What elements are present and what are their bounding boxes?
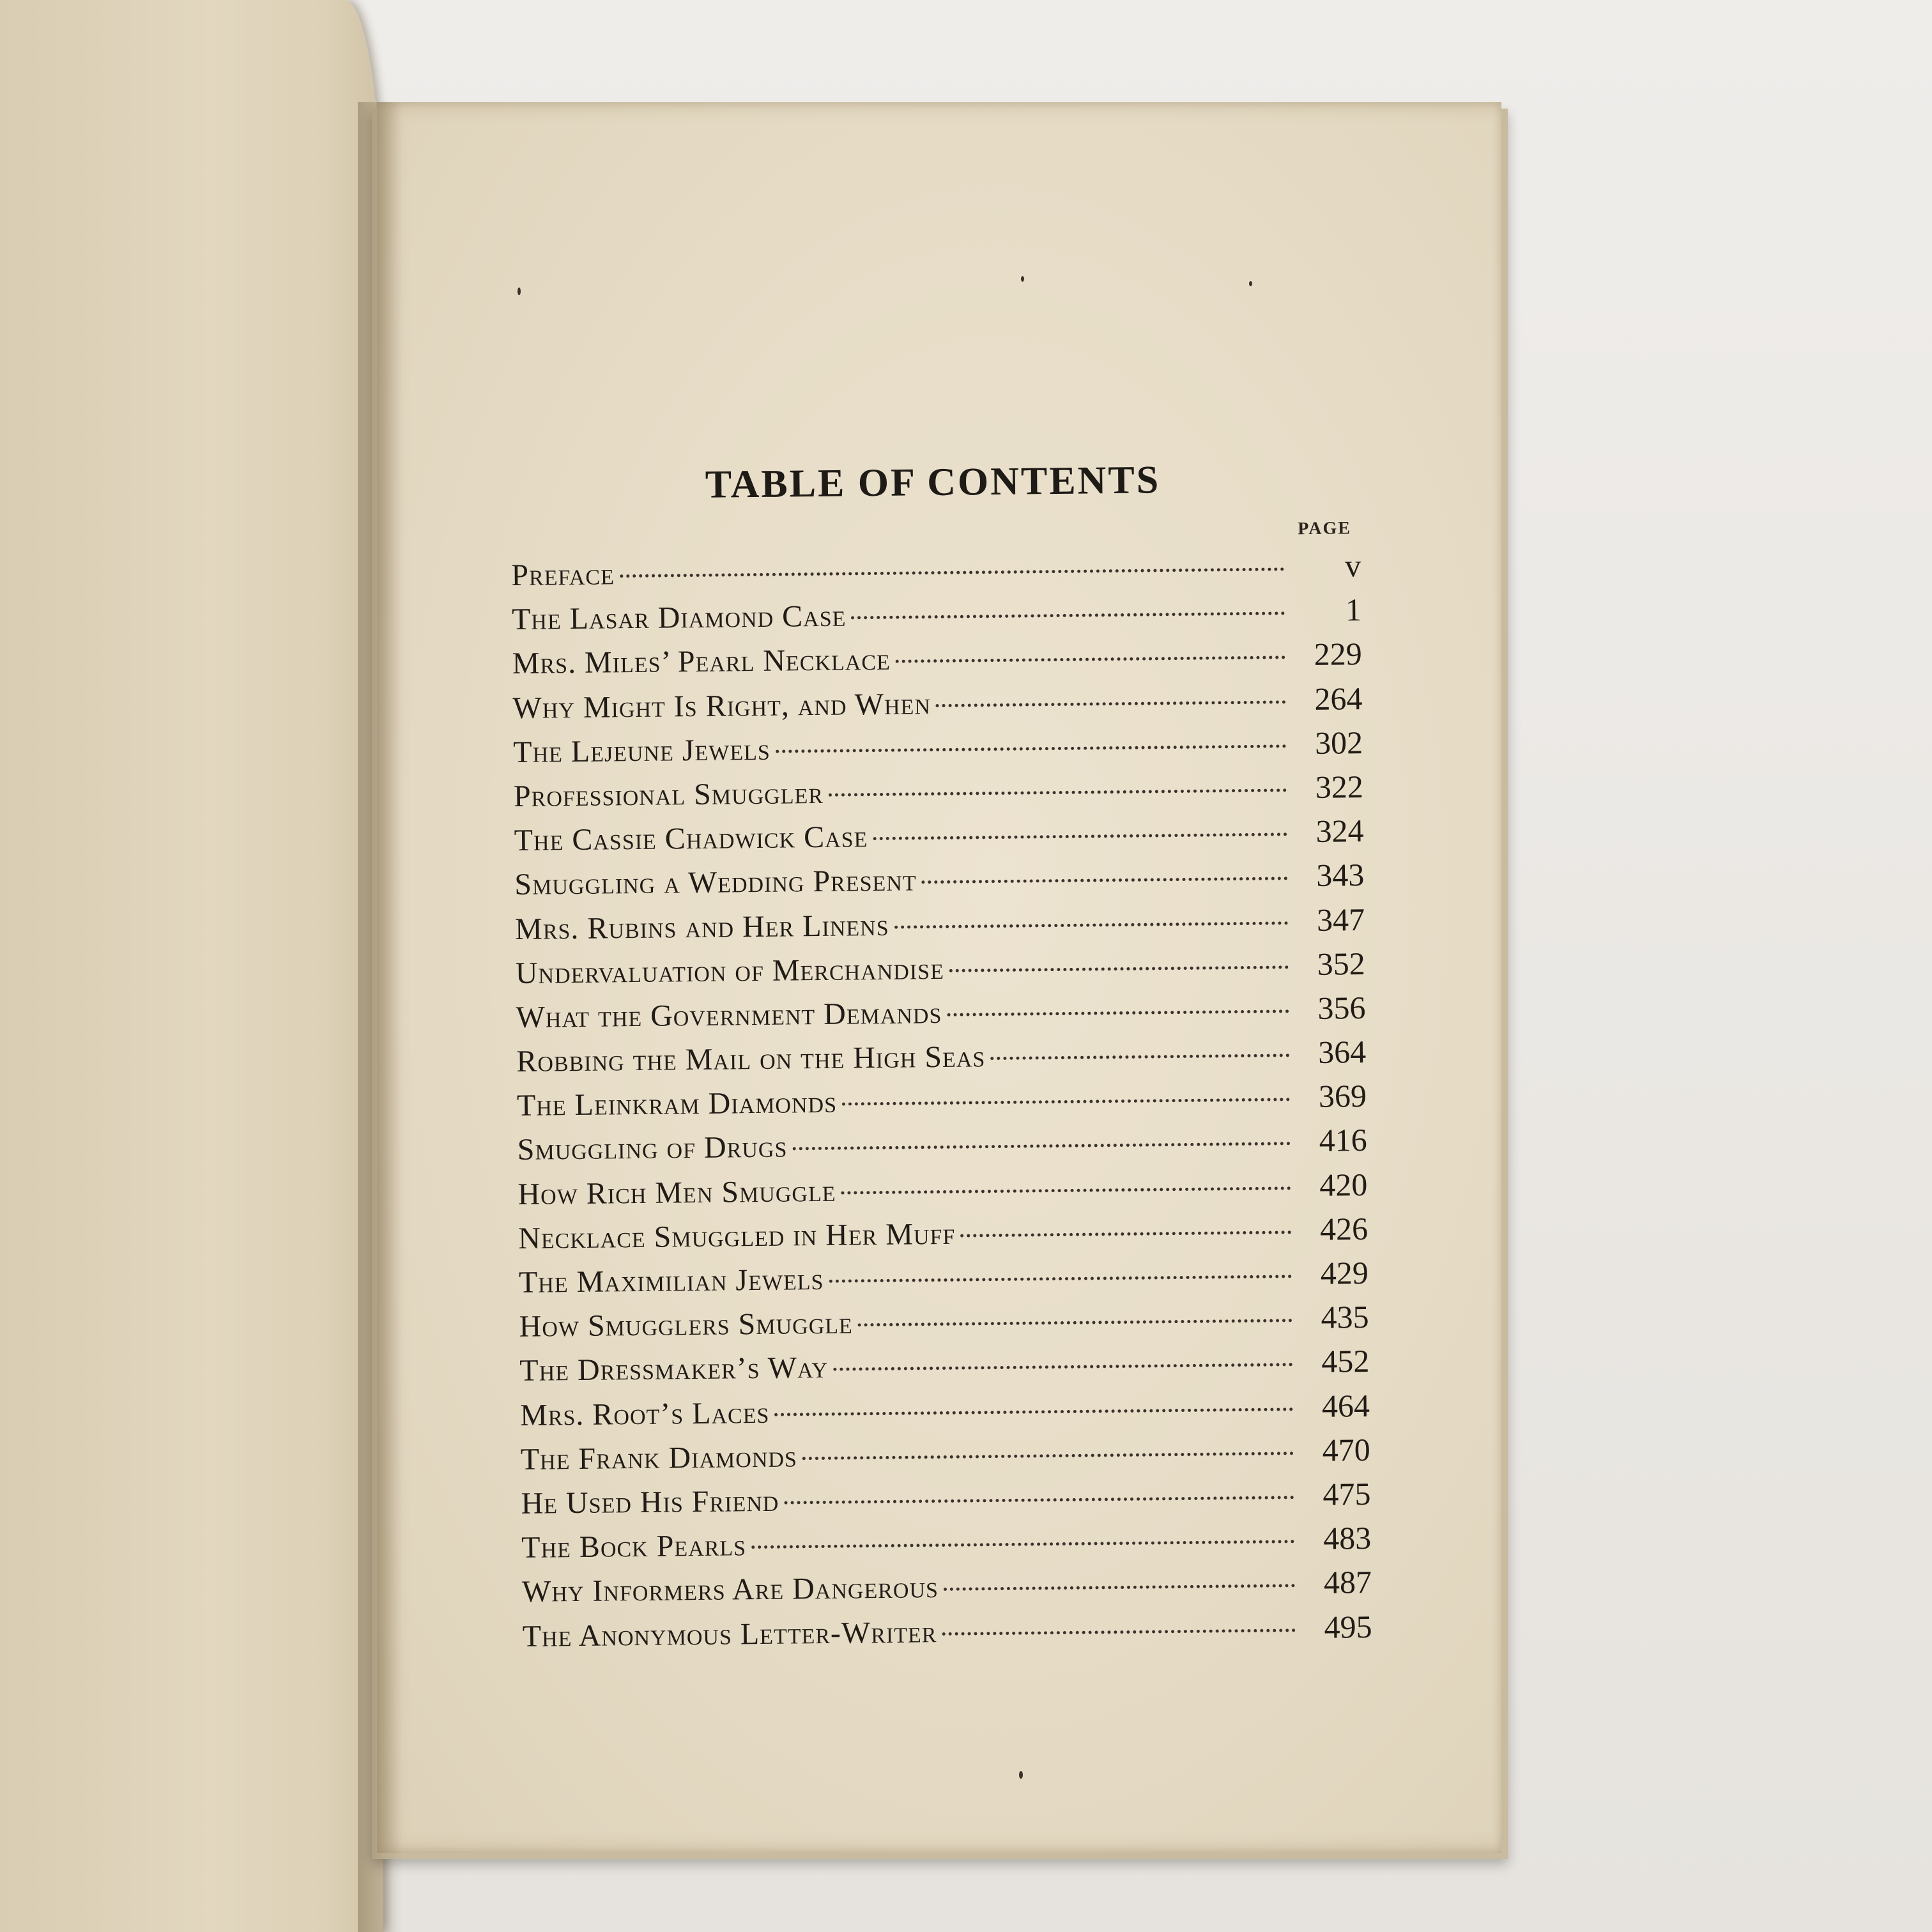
toc-entry-title: Smuggling of Drugs [517, 1130, 788, 1167]
dot-leader [841, 1186, 1291, 1194]
toc-entry-title: The Lejeune Jewels [512, 732, 771, 769]
toc-entry-page: v [1344, 548, 1361, 584]
dot-leader [802, 1452, 1294, 1460]
dot-leader [947, 1009, 1289, 1016]
dot-leader [792, 1142, 1290, 1151]
toc-entry-title: Why Might Is Right, and When [512, 686, 931, 725]
toc-entry-title: Why Informers Are Dangerous [521, 1570, 939, 1609]
dot-leader [776, 744, 1286, 753]
dot-leader [858, 1319, 1292, 1326]
dot-leader [751, 1540, 1294, 1549]
toc-entry-title: Preface [511, 557, 615, 592]
toc-entry-title: Professional Smuggler [513, 776, 824, 813]
page-speck [1019, 1771, 1023, 1779]
toc-entry-page: 369 [1318, 1078, 1367, 1115]
dot-leader [942, 1629, 1295, 1636]
toc-entry-page: 264 [1314, 680, 1363, 717]
dot-leader [990, 1054, 1289, 1060]
toc-entry-title: Robbing the Mail on the High Seas [516, 1039, 986, 1079]
toc-entry-title: The Frank Diamonds [520, 1439, 798, 1476]
dot-leader [829, 1275, 1292, 1283]
toc-entry-page: 1 [1345, 592, 1362, 628]
dot-leader [851, 612, 1285, 620]
toc-entry-page: 352 [1317, 945, 1366, 982]
toc-entry-title: He Used His Friend [521, 1483, 779, 1521]
toc-entry-title: The Bock Pearls [521, 1528, 747, 1565]
toc-entry-title: What the Government Demands [516, 995, 942, 1034]
toc-entry-page: 324 [1315, 813, 1364, 849]
toc-entry-title: The Maximilian Jewels [518, 1262, 824, 1300]
dot-leader [842, 1098, 1290, 1106]
toc-entry-title: The Lasar Diamond Case [511, 599, 847, 637]
toc-list [511, 547, 1372, 1661]
toc-entry-page: 483 [1322, 1520, 1372, 1556]
dot-leader [896, 656, 1285, 663]
dot-leader [774, 1407, 1293, 1416]
toc-row [522, 1607, 1372, 1660]
toc-entry-title: The Anonymous Letter-Writer [522, 1614, 937, 1653]
toc-entry-page: 322 [1315, 768, 1364, 805]
toc-entry-page: 416 [1319, 1122, 1367, 1159]
toc-entry-page: 302 [1314, 724, 1363, 761]
dot-leader [936, 700, 1286, 707]
toc-entry-title: Mrs. Root’s Laces [519, 1395, 770, 1432]
dot-leader [960, 1230, 1291, 1237]
toc-entry-page: 356 [1317, 989, 1366, 1026]
dot-leader [894, 921, 1289, 928]
toc-entry-title: Necklace Smuggled in Her Muff [518, 1216, 956, 1255]
page-speck [518, 288, 521, 295]
toc-entry-page: 470 [1322, 1431, 1371, 1468]
page-column-heading: PAGE [1298, 518, 1352, 539]
toc-entry-page: 364 [1317, 1034, 1367, 1070]
left-page [0, 0, 383, 1932]
toc-entry-page: 420 [1319, 1166, 1368, 1203]
toc-entry-title: Mrs. Rubins and Her Linens [514, 908, 889, 946]
gutter-shadow [358, 102, 402, 1932]
toc-entry-title: How Rich Men Smuggle [518, 1174, 836, 1211]
dot-leader [833, 1363, 1292, 1372]
dot-leader [944, 1584, 1295, 1591]
page-speck [1021, 276, 1024, 282]
toc-entry-title: The Cassie Chadwick Case [514, 820, 868, 858]
toc-entry-page: 495 [1324, 1608, 1372, 1645]
toc-entry-page: 487 [1323, 1564, 1372, 1601]
toc-entry-title: Undervaluation of Merchandise [515, 951, 945, 990]
toc-entry-page: 347 [1316, 901, 1365, 938]
toc-entry-title: How Smugglers Smuggle [519, 1306, 854, 1344]
dot-leader [949, 965, 1289, 972]
toc-entry-title: The Leinkram Diamonds [516, 1085, 838, 1123]
dot-leader [784, 1496, 1294, 1504]
toc-entry-page: 452 [1321, 1343, 1370, 1380]
toc-entry-title: Mrs. Miles’ Pearl Necklace [512, 643, 891, 681]
toc-entry-page: 229 [1314, 636, 1362, 673]
toc-entry-title: Smuggling a Wedding Present [514, 863, 917, 902]
toc-entry-page: 343 [1316, 857, 1365, 894]
toc-entry-page: 475 [1322, 1475, 1371, 1512]
dot-leader [620, 567, 1284, 578]
toc-title: TABLE OF CONTENTS [705, 458, 1161, 507]
toc-entry-page: 426 [1319, 1210, 1368, 1247]
toc-entry-page: 429 [1320, 1255, 1369, 1291]
toc-entry-page: 435 [1321, 1299, 1369, 1335]
page-speck [1249, 281, 1252, 286]
toc-entry-page: 464 [1321, 1387, 1370, 1424]
dot-leader [922, 877, 1288, 884]
dot-leader [873, 832, 1287, 840]
toc-entry-title: The Dressmaker’s Way [519, 1351, 829, 1388]
dot-leader [829, 788, 1287, 797]
